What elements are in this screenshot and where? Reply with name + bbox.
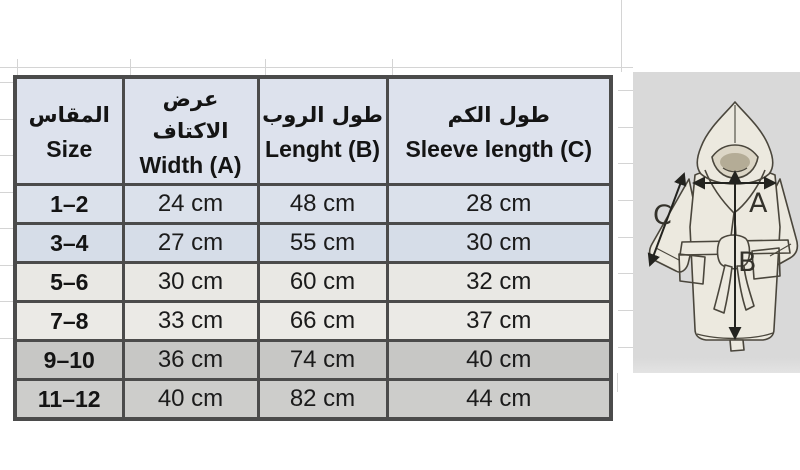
col-header-length [258, 77, 387, 185]
col-header-size-arabic: المقاس [28, 103, 110, 127]
length-cell: 48 cm [258, 185, 387, 224]
gridline [618, 200, 633, 201]
gridline [618, 273, 633, 274]
col-header-width-english: Width (A) [139, 152, 242, 178]
size-cell: 1–2 [15, 185, 123, 224]
gridline [0, 119, 13, 120]
col-header-size-english: Size [46, 136, 93, 162]
width-cell: 27 cm [123, 224, 258, 263]
robe-illustration [633, 72, 800, 373]
size-cell: 5–6 [15, 263, 123, 302]
col-header-sleeve-english: Sleeve length (C) [405, 136, 593, 162]
col-header-length-arabic: طول الروب [262, 103, 383, 127]
col-header-width-arabic: عرض الاكتاف [152, 87, 229, 143]
width-cell: 40 cm [123, 380, 258, 420]
width-cell: 24 cm [123, 185, 258, 224]
gridline [618, 127, 633, 128]
sleeve-cell: 40 cm [387, 341, 611, 380]
gridline [0, 338, 13, 339]
gridline [0, 265, 13, 266]
length-cell: 60 cm [258, 263, 387, 302]
col-header-sleeve-arabic: طول الكم [447, 103, 550, 127]
table-row [15, 185, 611, 224]
table-row [15, 224, 611, 263]
robe-face-shadow [720, 153, 750, 171]
gridline [618, 237, 633, 238]
length-cell: 74 cm [258, 341, 387, 380]
robe-sketch [633, 72, 800, 373]
gridline [0, 155, 13, 156]
gridline [618, 90, 633, 91]
table-row [15, 341, 611, 380]
gridline [265, 59, 266, 75]
sleeve-cell: 28 cm [387, 185, 611, 224]
gridline [0, 301, 13, 302]
label-c: C [653, 200, 672, 231]
gridline [0, 228, 13, 229]
gridline [617, 373, 618, 392]
size-cell: 7–8 [15, 302, 123, 341]
table-row [15, 302, 611, 341]
gridline [17, 59, 18, 75]
gridline [621, 0, 622, 72]
width-cell: 36 cm [123, 341, 258, 380]
size-cell: 9–10 [15, 341, 123, 380]
sleeve-cell: 37 cm [387, 302, 611, 341]
col-header-sleeve [387, 77, 611, 185]
label-a: A [749, 188, 768, 219]
table-row [15, 263, 611, 302]
size-cell: 3–4 [15, 224, 123, 263]
sleeve-cell: 32 cm [387, 263, 611, 302]
gridline [618, 347, 633, 348]
length-cell: 82 cm [258, 380, 387, 420]
width-cell: 33 cm [123, 302, 258, 341]
length-cell: 55 cm [258, 224, 387, 263]
col-header-size [15, 77, 123, 185]
gridline [130, 59, 131, 75]
table-row [15, 380, 611, 420]
width-cell: 30 cm [123, 263, 258, 302]
sleeve-cell: 44 cm [387, 380, 611, 420]
col-header-width [123, 77, 258, 185]
size-cell: 11–12 [15, 380, 123, 420]
gridline [618, 163, 633, 164]
gridline [618, 310, 633, 311]
header-row [15, 77, 611, 185]
label-b: B [738, 247, 757, 278]
gridline [0, 82, 13, 83]
gridline [392, 59, 393, 75]
col-header-length-english: Lenght (B) [265, 136, 380, 162]
gridline [0, 192, 13, 193]
sleeve-cell: 30 cm [387, 224, 611, 263]
size-chart-table [13, 75, 613, 421]
robe-front-flap [730, 340, 744, 351]
length-cell: 66 cm [258, 302, 387, 341]
gridline [0, 67, 633, 68]
